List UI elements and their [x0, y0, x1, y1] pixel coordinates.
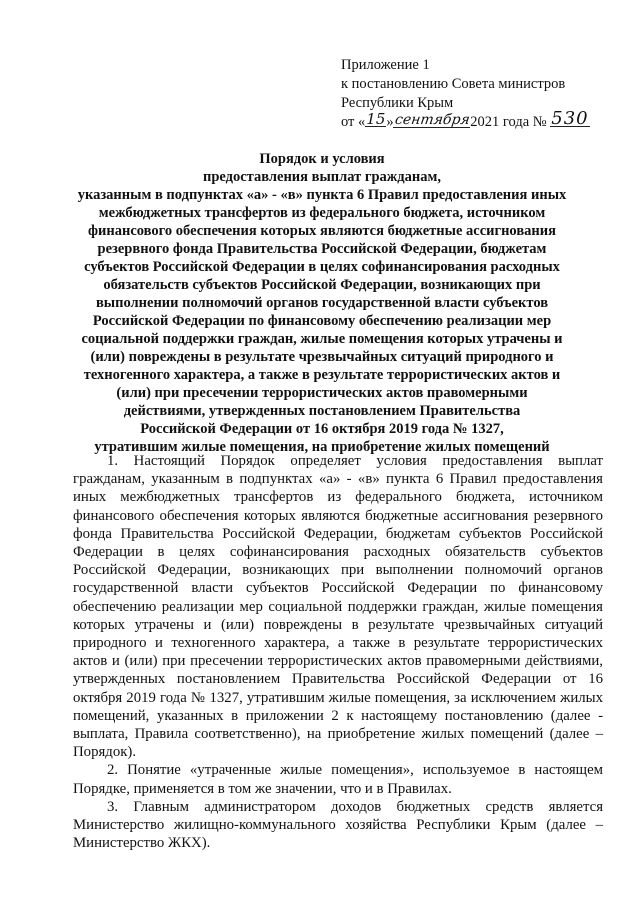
handwritten-month: сентября — [393, 112, 471, 128]
heading-line: (или) повреждены в результате чрезвычайных ситуаций природного и — [90, 349, 554, 365]
heading-line: резервного фонда Правительства Российской Федерации, бюджетам — [97, 241, 547, 257]
handwritten-day: 15 — [366, 110, 386, 128]
annex-title: Приложение 1 — [341, 57, 430, 73]
heading-line: предоставления выплат гражданам, — [203, 169, 441, 185]
heading-line: обязательств субъектов Российской Федерации, возникающих при — [103, 277, 541, 293]
heading-line: выполнении полномочий органов государственной власти субъектов — [95, 295, 549, 311]
document-heading — [66, 150, 578, 456]
heading-line: Порядок и условия — [259, 151, 385, 167]
paragraph-3: 3. Главным администратором доходов бюджетных средств является Министерство жилищно-коммунального хозяйства Республики Крым (далее – Министерство ЖКХ). — [73, 798, 603, 852]
heading-line: финансового обеспечения которых являются бюджетные ассигнования — [88, 223, 556, 239]
heading-line: социальной поддержки граждан, жилые помещения которых утрачены и — [81, 331, 563, 347]
annex-date-line — [341, 108, 621, 132]
heading-line: межбюджетных трансфертов из федерального бюджета, источником — [98, 205, 546, 221]
annex-issuer: Республики Крым — [341, 95, 454, 111]
paragraph-2: 2. Понятие «утраченные жилые помещения», используемое в настоящем Порядке, применяется в том же значении, что и в Правилах. — [73, 762, 603, 797]
handwritten-doc-number: 530 — [551, 108, 589, 129]
date-suffix: 2021 года № — [470, 114, 547, 130]
heading-line: техногенного характера, а также в результате террористических актов и — [83, 367, 561, 383]
heading-line: утратившим жилые помещения, на приобретение жилых помещений — [94, 439, 550, 455]
heading-line: (или) при пресечении террористических актов правомерными — [116, 385, 528, 401]
paragraph-1: 1. Настоящий Порядок определяет условия предоставления выплат гражданам, указанным в подпунктах «а» - «в» пункта 6 Правил предоставления иных межбюджетных трансфертов из федерального бюджета, источником финансового обеспечения которых являются бюджетные ассигнования резервного фонда Правительства Российской Федерации, бюджетам субъектов Российской Федерации в целях софинансирования расходных обязательств субъектов Российской Федерации, возникающих при выполнении полномочий органов государственной власти субъектов Российской Федерации по финансовому обеспечению реализации мер социальной поддержки граждан, жилые помещения которых утрачены и (или) повреждены в результате чрезвычайных ситуаций природного и техногенного характера, а также в результате террористических актов и (или) при пресечении террористических актов правомерными действиями, утвержденных постановлением Правительства Российской Федерации от 16 октября 2019 года № 1327, утратившим жилые помещения, за исключением жилых помещений, указанных в приложении 2 к настоящему постановлению (далее - выплата, Правила соответственно), на приобретение жилых помещений (далее – Порядок). — [73, 453, 603, 761]
annex-reference: к постановлению Совета министров — [341, 76, 566, 92]
date-mid: » — [386, 114, 394, 130]
document-body — [73, 452, 603, 852]
annex-block — [341, 56, 621, 132]
date-prefix: от « — [341, 114, 366, 130]
heading-line: действиями, утвержденных постановлением Правительства — [123, 403, 521, 419]
heading-line: субъектов Российской Федерации в целях софинансирования расходных — [84, 259, 560, 275]
heading-line: Российской Федерации от 16 октября 2019 года № 1327, — [140, 421, 504, 437]
heading-line: Российской Федерации по финансовому обеспечению реализации мер — [92, 313, 552, 329]
heading-line: указанным в подпунктах «а» - «в» пункта 6 Правил предоставления иных — [77, 187, 567, 203]
